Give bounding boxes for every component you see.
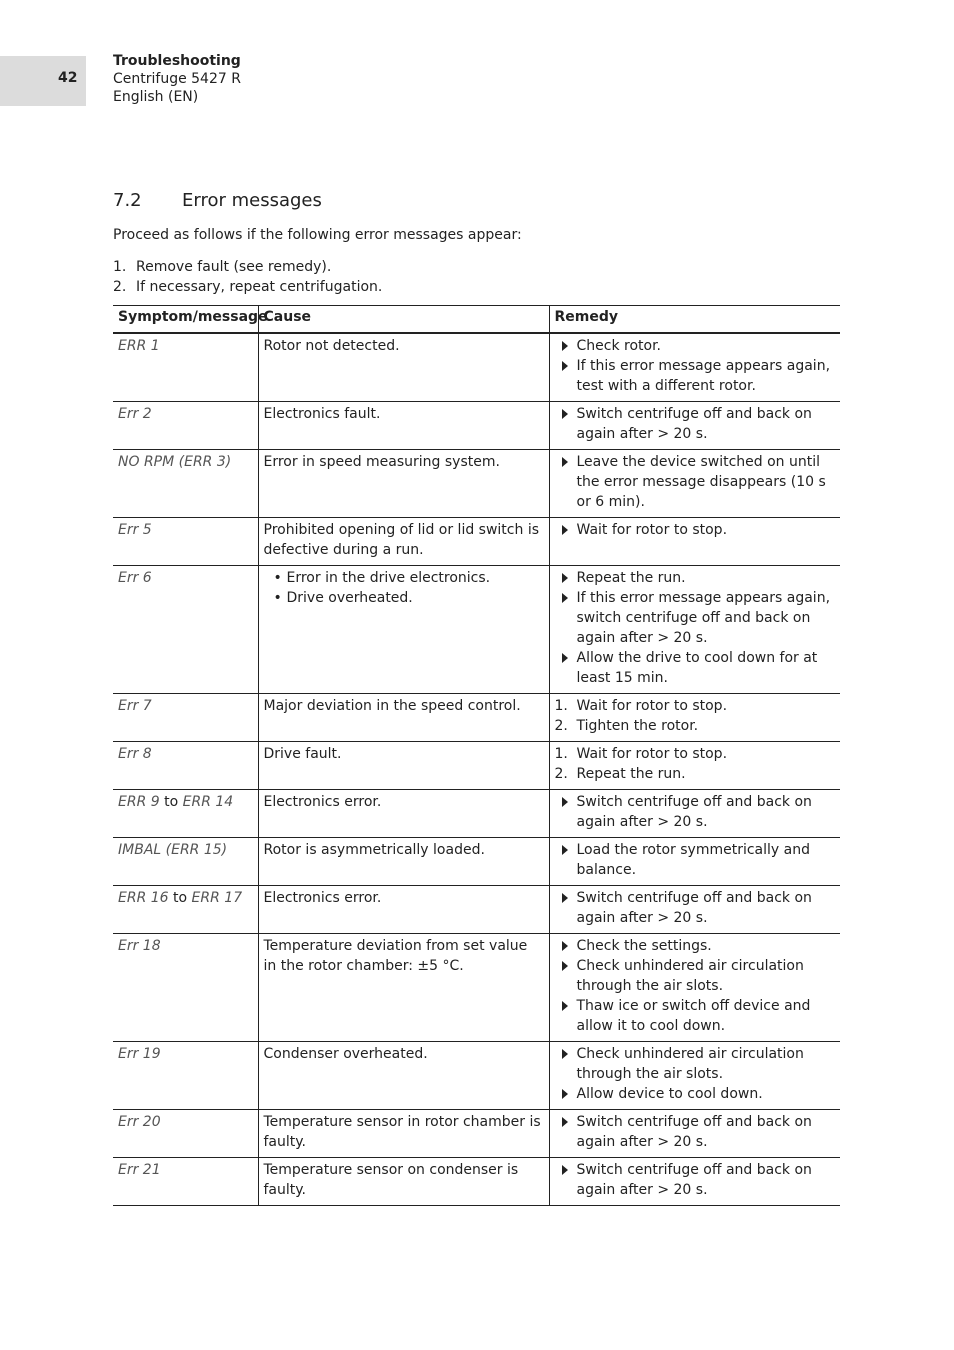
remedy-cell	[549, 742, 840, 790]
remedy-action: Load the rotor symmetrically and balance.	[555, 840, 836, 880]
step-item: 2. If necessary, repeat centrifugation.	[113, 279, 383, 295]
cause-cell	[258, 790, 549, 838]
error-code: ERR 9	[118, 794, 160, 810]
remedy-actions	[555, 1160, 836, 1200]
cause-text: Prohibited opening of lid or lid switch is defective during a run.	[263, 522, 540, 558]
error-code: Err 21	[118, 1162, 161, 1178]
error-table	[113, 305, 840, 1206]
remedy-action: Allow the drive to cool down for at least 15 min.	[555, 648, 836, 688]
section-number: 7.2	[113, 190, 142, 211]
remedy-text: Tighten the rotor.	[576, 718, 699, 734]
error-code: NO RPM (ERR 3)	[118, 454, 232, 470]
remedy-action: Switch centrifuge off and back on again after > 20 s.	[555, 792, 836, 832]
remedy-action: Leave the device switched on until the error message disappears (10 s or 6 min).	[555, 452, 836, 512]
remedy-steps	[555, 744, 836, 784]
cause-cell	[258, 886, 549, 934]
cause-text: Electronics error.	[263, 794, 382, 810]
table-row	[113, 450, 840, 518]
remedy-action: Switch centrifuge off and back on again after > 20 s.	[555, 1112, 836, 1152]
header-product: Centrifuge 5427 R	[113, 71, 241, 87]
remedy-cell	[549, 402, 840, 450]
cause-cell	[258, 934, 549, 1042]
error-code: Err 19	[118, 1046, 161, 1062]
remedy-action: If this error message appears again, switch centrifuge off and back on again after > 20 s.	[555, 588, 836, 648]
cause-text: Temperature deviation from set value in the rotor chamber: ±5 °C.	[263, 938, 528, 974]
remedy-actions	[555, 840, 836, 880]
cause-text: Rotor not detected.	[263, 338, 400, 354]
symptom-cell	[113, 402, 258, 450]
remedy-actions	[555, 404, 836, 444]
symptom-cell	[113, 790, 258, 838]
step-number: 2.	[554, 718, 568, 734]
table-row	[113, 886, 840, 934]
cause-text: Condenser overheated.	[263, 1046, 428, 1062]
error-code: ERR 17	[191, 890, 243, 906]
error-code: Err 20	[118, 1114, 161, 1130]
remedy-actions	[555, 452, 836, 512]
section-title: Error messages	[182, 190, 322, 211]
remedy-actions	[555, 1112, 836, 1152]
table-row	[113, 566, 840, 694]
error-code: Err 2	[118, 406, 152, 422]
cause-text: Temperature sensor in rotor chamber is faulty.	[263, 1114, 541, 1150]
remedy-action: Wait for rotor to stop.	[555, 520, 836, 540]
table-row	[113, 934, 840, 1042]
remedy-action: Repeat the run.	[555, 568, 836, 588]
cause-text: Electronics error.	[263, 890, 382, 906]
procedure-steps	[113, 257, 382, 297]
remedy-action: Switch centrifuge off and back on again after > 20 s.	[555, 1160, 836, 1200]
table-row	[113, 518, 840, 566]
header-remedy: Remedy	[549, 306, 840, 334]
cause-cell	[258, 518, 549, 566]
step-number: 1.	[554, 698, 568, 714]
cause-text: Rotor is asymmetrically loaded.	[263, 842, 485, 858]
remedy-actions	[555, 520, 836, 540]
table-row	[113, 694, 840, 742]
remedy-action: Switch centrifuge off and back on again after > 20 s.	[555, 888, 836, 928]
error-code: Err 18	[118, 938, 161, 954]
cause-cell	[258, 838, 549, 886]
remedy-actions	[555, 936, 836, 1036]
remedy-actions	[555, 336, 836, 396]
remedy-action: Check rotor.	[555, 336, 836, 356]
remedy-actions	[555, 888, 836, 928]
cause-list	[264, 568, 544, 608]
symptom-cell	[113, 934, 258, 1042]
remedy-text: Wait for rotor to stop.	[576, 698, 728, 714]
cause-cell	[258, 1158, 549, 1206]
symptom-cell	[113, 838, 258, 886]
cause-cell	[258, 450, 549, 518]
header-language: English (EN)	[113, 89, 199, 105]
symptom-cell	[113, 566, 258, 694]
page-number: 42	[58, 70, 78, 86]
cause-cell	[258, 566, 549, 694]
remedy-cell	[549, 1042, 840, 1110]
range-connector: to	[164, 794, 179, 810]
remedy-action: Switch centrifuge off and back on again after > 20 s.	[555, 404, 836, 444]
cause-cell	[258, 402, 549, 450]
remedy-cell	[549, 450, 840, 518]
remedy-cell	[549, 886, 840, 934]
remedy-cell	[549, 934, 840, 1042]
remedy-action: Check unhindered air circulation through the air slots.	[555, 956, 836, 996]
remedy-action: Check unhindered air circulation through the air slots.	[555, 1044, 836, 1084]
remedy-action: Check the settings.	[555, 936, 836, 956]
remedy-cell	[549, 1158, 840, 1206]
error-code: Err 7	[118, 698, 152, 714]
cause-text: Temperature sensor on condenser is faulty.	[263, 1162, 519, 1198]
remedy-text: Wait for rotor to stop.	[576, 746, 728, 762]
remedy-step	[555, 716, 836, 736]
table-row	[113, 790, 840, 838]
cause-cell	[258, 1110, 549, 1158]
cause-cell	[258, 742, 549, 790]
symptom-cell	[113, 886, 258, 934]
remedy-cell	[549, 838, 840, 886]
error-code: ERR 1	[118, 338, 160, 354]
table-row	[113, 742, 840, 790]
symptom-cell	[113, 333, 258, 402]
cause-text: Drive fault.	[263, 746, 342, 762]
symptom-cell	[113, 1042, 258, 1110]
remedy-text: Repeat the run.	[576, 766, 686, 782]
error-code: Err 5	[118, 522, 152, 538]
remedy-cell	[549, 1110, 840, 1158]
table-row	[113, 838, 840, 886]
remedy-step	[555, 696, 836, 716]
cause-cell	[258, 1042, 549, 1110]
cause-item: • Drive overheated.	[264, 588, 544, 608]
section-heading	[113, 190, 322, 211]
remedy-steps	[555, 696, 836, 736]
remedy-actions	[555, 568, 836, 688]
symptom-cell	[113, 1110, 258, 1158]
table-row	[113, 402, 840, 450]
header-title: Troubleshooting	[113, 53, 241, 69]
error-code: ERR 14	[182, 794, 234, 810]
remedy-action: Thaw ice or switch off device and allow it to cool down.	[555, 996, 836, 1036]
remedy-action: If this error message appears again, test with a different rotor.	[555, 356, 836, 396]
step-number: 2.	[554, 766, 568, 782]
running-header	[113, 52, 241, 106]
remedy-actions	[555, 792, 836, 832]
error-code: ERR 16	[118, 890, 169, 906]
symptom-cell	[113, 1158, 258, 1206]
table-row	[113, 333, 840, 402]
table-row	[113, 1042, 840, 1110]
cause-item: • Error in the drive electronics.	[264, 568, 544, 588]
error-code: Err 6	[118, 570, 152, 586]
remedy-cell	[549, 333, 840, 402]
remedy-cell	[549, 518, 840, 566]
cause-text: Electronics fault.	[263, 406, 381, 422]
table-header-row	[113, 306, 840, 334]
symptom-cell	[113, 742, 258, 790]
header-cause: Cause	[258, 306, 549, 334]
step-item: 1. Remove fault (see remedy).	[113, 259, 332, 275]
remedy-actions	[555, 1044, 836, 1104]
range-connector: to	[173, 890, 188, 906]
remedy-action: Allow device to cool down.	[555, 1084, 836, 1104]
remedy-step	[555, 744, 836, 764]
symptom-cell	[113, 450, 258, 518]
error-code: IMBAL (ERR 15)	[118, 842, 228, 858]
error-code: Err 8	[118, 746, 152, 762]
cause-cell	[258, 694, 549, 742]
table-row	[113, 1110, 840, 1158]
header-symptom: Symptom/message	[113, 306, 258, 334]
remedy-cell	[549, 694, 840, 742]
table-row	[113, 1158, 840, 1206]
remedy-cell	[549, 790, 840, 838]
symptom-cell	[113, 518, 258, 566]
remedy-step	[555, 764, 836, 784]
cause-text: Major deviation in the speed control.	[263, 698, 521, 714]
remedy-cell	[549, 566, 840, 694]
step-number: 1.	[554, 746, 568, 762]
cause-text: Error in speed measuring system.	[263, 454, 500, 470]
intro-text: Proceed as follows if the following error messages appear:	[113, 227, 522, 243]
symptom-cell	[113, 694, 258, 742]
cause-cell	[258, 333, 549, 402]
